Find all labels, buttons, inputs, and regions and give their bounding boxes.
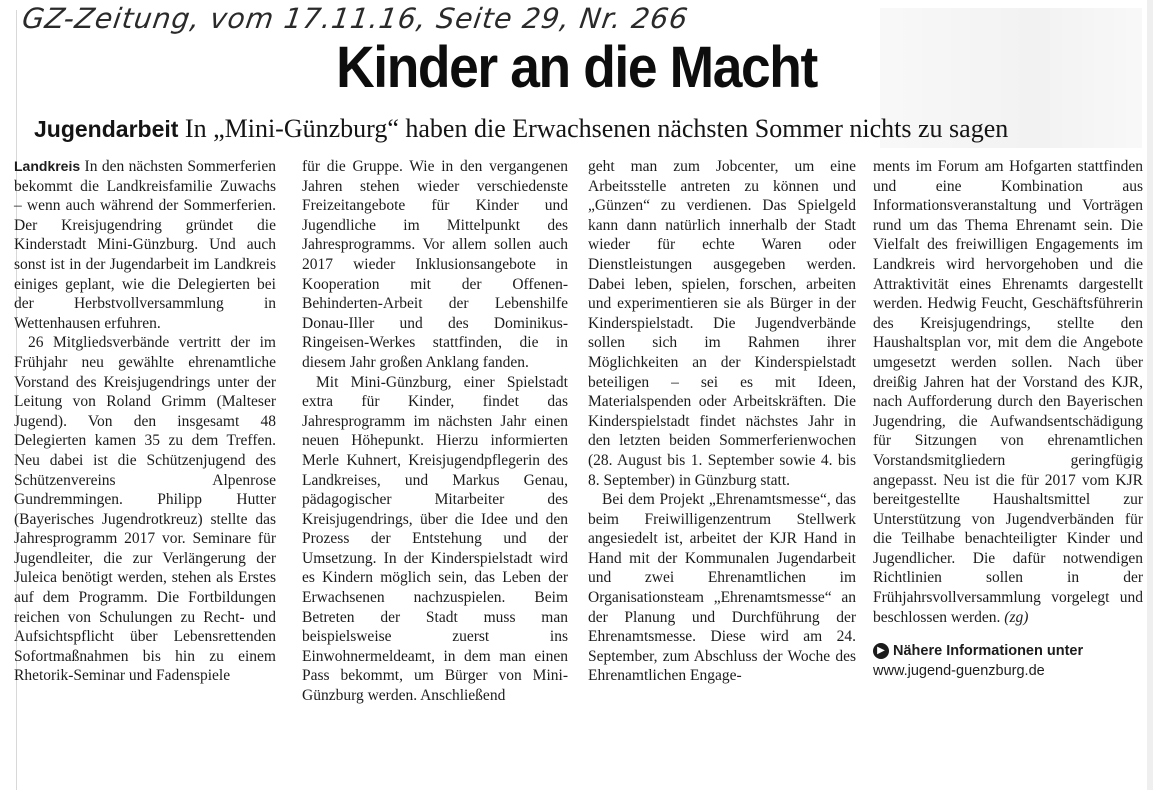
paragraph: geht man zum Jobcenter, um eine Arbeitsstelle antreten zu können und „Günzen“ zu verdienen. Das Spielgeld kann dann natürlich innerhalb der Stadt wieder für echte Waren oder Dienstleistungen ausgegeben werden. Dabei leben, spielen, forschen, arbeiten und experimentieren sie als Bürger in der Kinderspielstadt. Die Jugendverbände sollen sich im Rahmen ihrer Möglichkeiten an der Kinderspielstadt beteiligen – sei es mit Ideen, Materialspenden oder Arbeitskräften. Die Kinderspielstadt findet nächstes Jahr in den letzten beiden Sommerferienwochen (28. August bis 1. September sowie 4. bis 8. September) in Günzburg statt.: [588, 158, 856, 489]
arrow-right-icon: ▶: [873, 643, 889, 659]
article-column-3: [588, 157, 856, 686]
article-column-1: [14, 157, 276, 686]
subheadline-kicker: Jugendarbeit: [34, 116, 179, 142]
info-url[interactable]: www.jugend-guenzburg.de: [873, 663, 1045, 680]
info-label: Nähere Informationen unter: [893, 643, 1084, 660]
paragraph: für die Gruppe. Wie in den vergangenen Jahren stehen wieder verschiedenste Freizeitangebote für Kinder und Jugendliche im Mittelpunkt des Jahresprogramms. Vor allem sollen auch 2017 wieder Inklusionsangebote in Kooperation mit der Offenen-Behinderten-Arbeit der Lebenshilfe Donau-Iller und des Dominikus-Ringeisen-Werkes stattfinden, die in diesem Jahr großen Anklang fanden.: [302, 158, 568, 371]
subheadline-text: In „Mini-Günzburg“ haben die Erwachsenen nächsten Sommer nichts zu sagen: [178, 114, 1009, 143]
paragraph: Mit Mini-Günzburg, einer Spielstadt extra für Kinder, findet das Jahresprogramm im nächsten Jahr einen neuen Höhepunkt. Hierzu informierten Merle Kuhnert, Kreisjugendpflegerin des Landkreises, und Markus Genau, pädagogischer Mitarbeiter des Kreisjugendrings, über die Idee und den Prozess der Entstehung und der Umsetzung. In der Kinderspielstadt wird es Kindern möglich sein, das Leben der Erwachsenen nachzuspielen. Beim Betreten der Stadt muss man beispielsweise zuerst ins Einwohnermeldeamt, in dem man einen Pass bekommt, um Bürger von Mini-Günzburg werden. Anschließend: [302, 373, 568, 705]
adjacent-page-edge-right: [1147, 0, 1153, 790]
info-box: [873, 641, 1143, 681]
article-column-2: [302, 157, 568, 706]
paragraph: ments im Forum am Hofgarten stattfinden und eine Kombination aus Informationsveranstaltung und Vorträgen rund um das Thema Ehrenamt sein. Die Vielfalt des freiwilligen Engagements im Landkreis wird hervorgehoben und die Attraktivität eines Ehrenamts dargestellt werden. Hedwig Feucht, Geschäftsführerin des Kreisjugendrings, stellte den Haushaltsplan vor, mit dem die Angebote umgesetzt werden sollen. Nach über dreißig Jahren hat der Vorstand des KJR, nach Aufforderung durch den Bayerischen Jugendring, die Aufwandsentschädigung für Sitzungen von ehrenamtlichen Vorstandsmitgliedern geringfügig angepasst. Neu ist die für 2017 vom KJR bereitgestellte Haushaltsmittel zur Unterstützung von Jugendverbänden für die Teilhabe benachteiligter Kinder und Jugendlicher. Die dafür notwendigen Richtlinien sollen in der Frühjahrsvollversammlung vorgelegt und beschlossen werden. (zg): [873, 158, 1143, 626]
paragraph: Bei dem Projekt „Ehrenamtsmesse“, das beim Freiwilligenzentrum Stellwerk angesiedelt ist, arbeitet der KJR Hand in Hand mit der Kommunalen Jugendarbeit und zwei Ehrenamtlichen im Organisationsteam „Ehrenamtsmesse“ an der Planung und Durchführung der Ehrenamtsmesse. Diese wird am 24. September, zum Abschluss der Woche des Ehrenamtlichen Engage-: [588, 491, 856, 685]
handwritten-source-note: GZ-Zeitung, vom 17.11.16, Seite 29, Nr. 266: [20, 2, 691, 35]
paragraph: Landkreis In den nächsten Sommerferien bekommt die Landkreisfamilie Zuwachs – wenn auch während der Sommerferien. Der Kreisjugendring gründet die Kinderstadt Mini-Günzburg. Und auch sonst ist in der Jugendarbeit im Landkreis einiges geplant, wie die Delegierten bei der Herbstvollversammlung in Wettenhausen erfuhren.: [14, 158, 276, 332]
article-column-4: [873, 157, 1143, 681]
paragraph: 26 Mitgliedsverbände vertritt der im Frühjahr neu gewählte ehrenamtliche Vorstand des Kreisjugendrings unter der Leitung von Roland Grimm (Malteser Jugend). Von den insgesamt 48 Delegierten kamen 35 zu dem Treffen. Neu dabei ist die Schützenjugend des Schützenvereins Alpenrose Gundremmingen. Philipp Hutter (Bayerisches Jugendrotkreuz) stellte das Jahresprogramm 2017 vor. Seminare für Jugendleiter, die zur Verlängerung der Juleica benötigt werden, stehen als Erstes auf dem Programm. Die Fortbildungen reichen von Schulungen zu Recht- und Aufsichtspflicht über Lebensrettenden Sofortmaßnahmen bis hin zu einem Rhetorik-Seminar und Fadenspiele: [14, 334, 276, 685]
headline: Kinder an die Macht: [336, 35, 817, 100]
subheadline: [34, 114, 1144, 144]
dateline: Landkreis: [14, 158, 81, 174]
author-signature: (zg): [1004, 608, 1029, 626]
